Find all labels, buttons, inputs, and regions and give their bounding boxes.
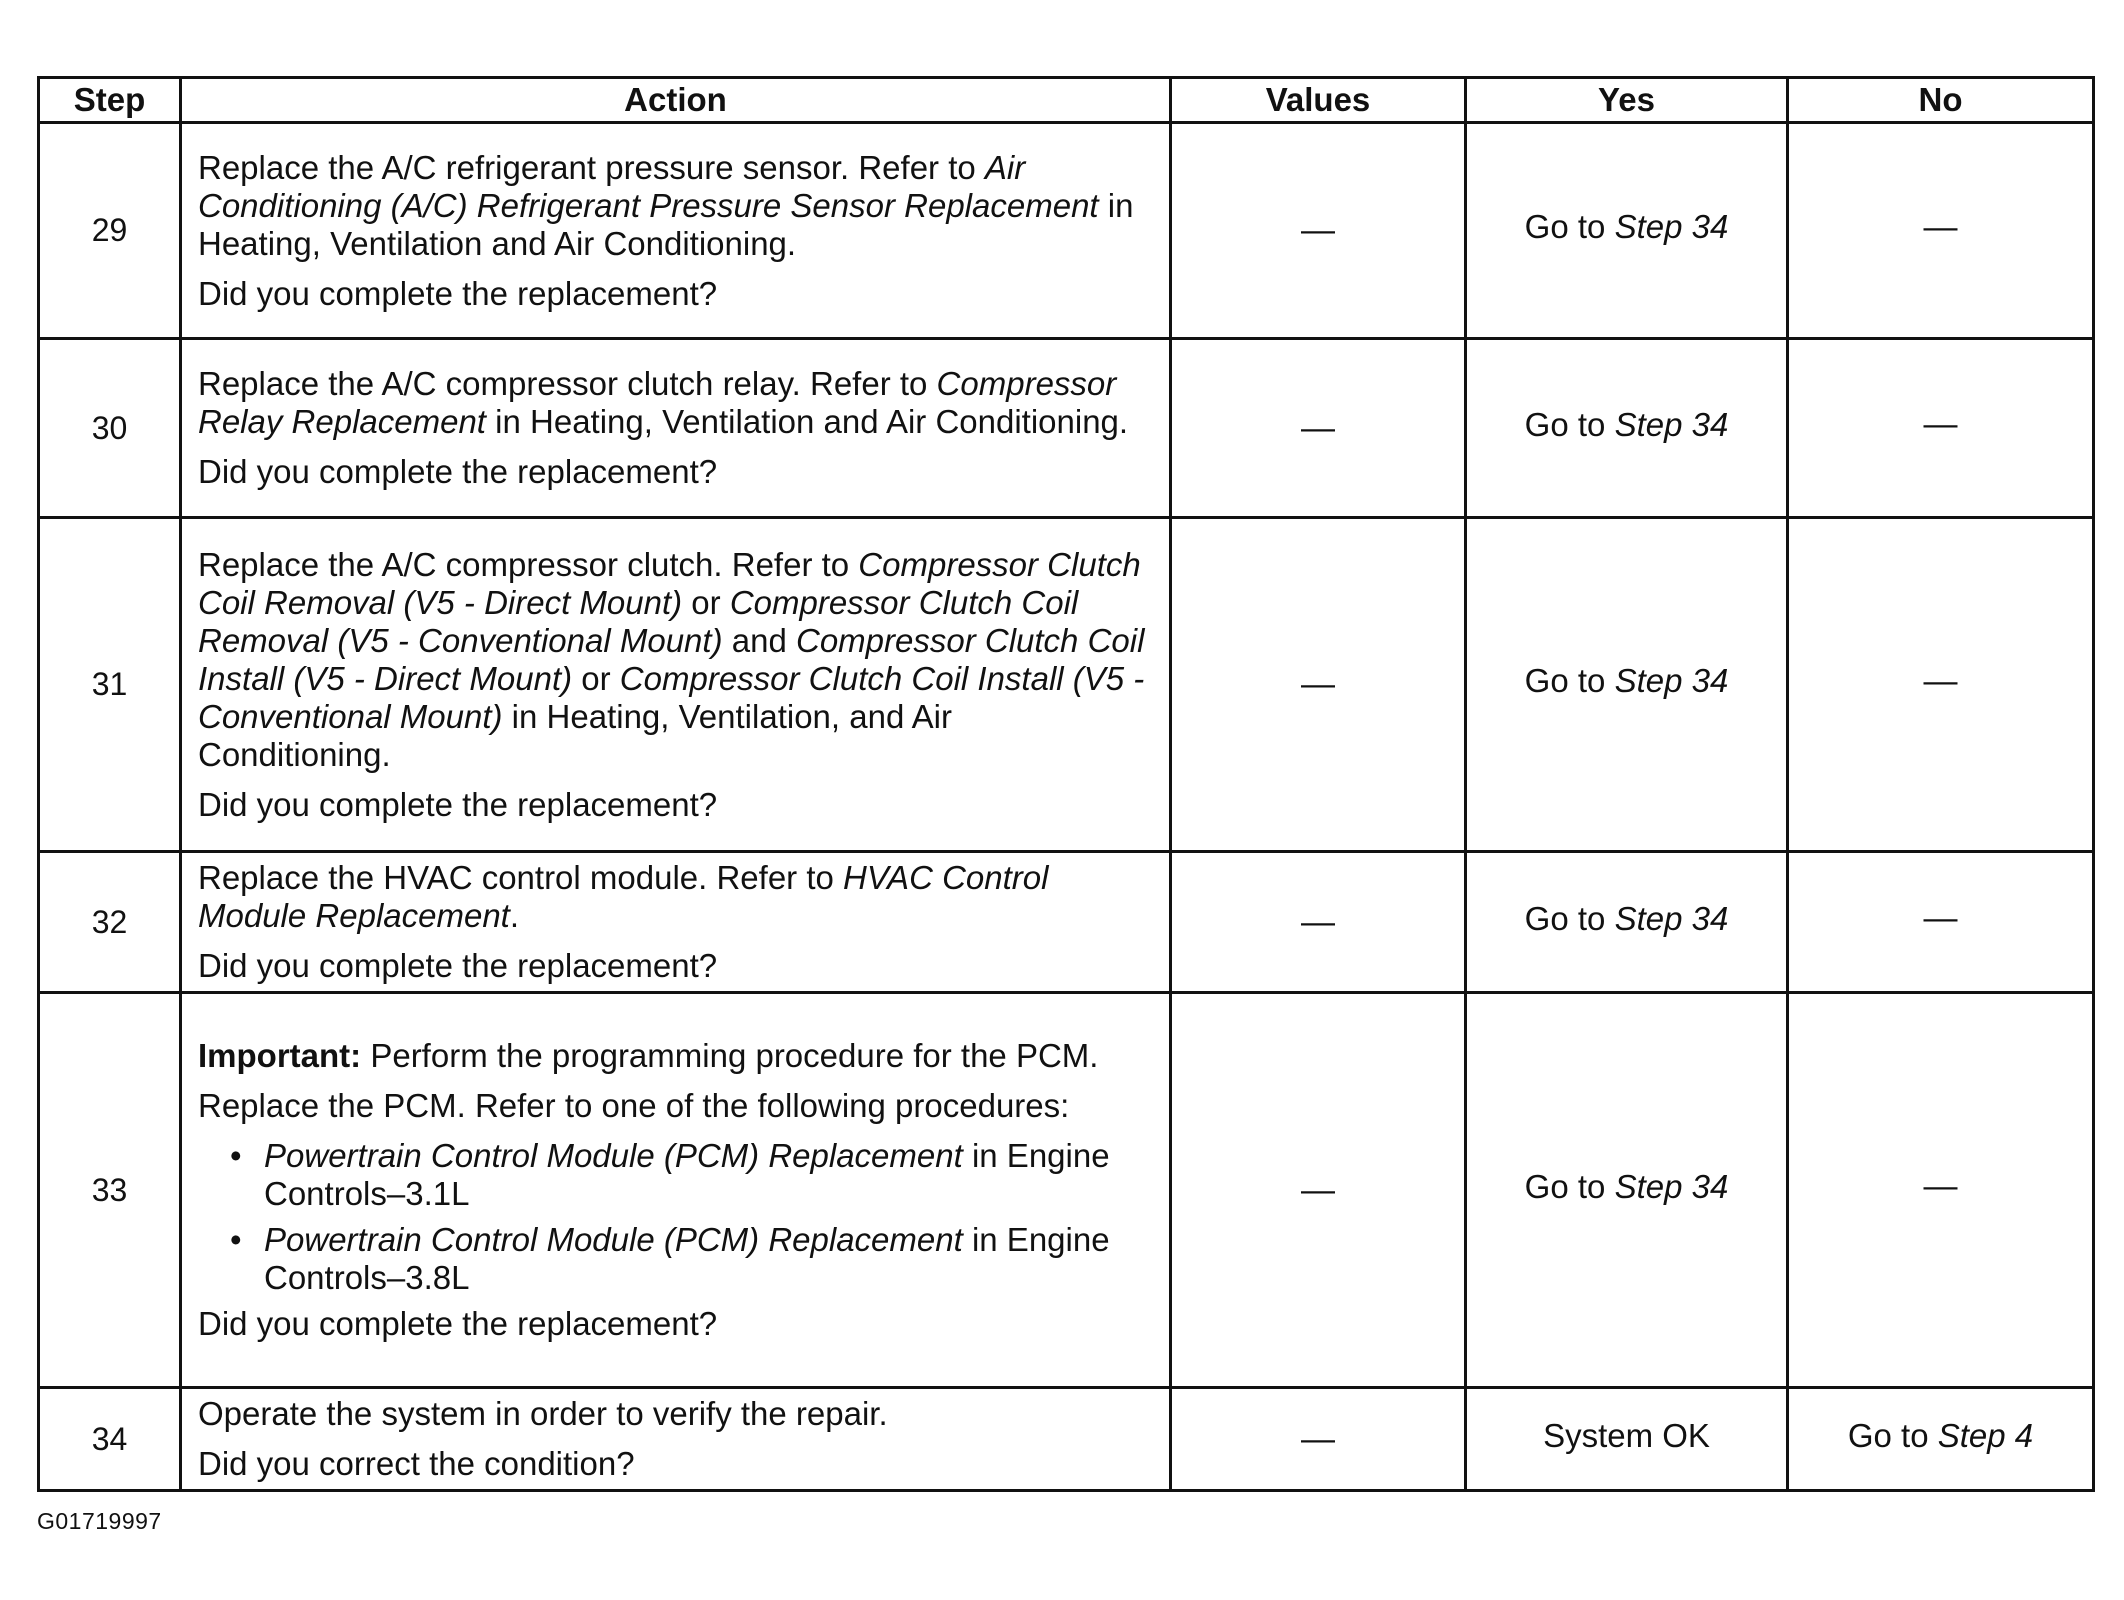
table-row (39, 123, 2094, 339)
yes-step-ref: Step 34 (1614, 1167, 1729, 1205)
action-text: Operate the system in order to verify the repair. (198, 1395, 888, 1432)
action-text-part: in Heating, Ventilation, and Air Conditioning. (198, 697, 952, 773)
no-cell: — (1788, 339, 2094, 518)
step-number: 33 (39, 993, 181, 1388)
table-row (39, 339, 2094, 518)
step-number: 31 (39, 518, 181, 852)
reference-link-text: HVAC Control Module Replacement (198, 859, 1049, 934)
step-number: 30 (39, 339, 181, 518)
reference-link-text: Powertrain Control Module (PCM) Replacement (264, 1137, 963, 1174)
step-number: 32 (39, 852, 181, 993)
yes-cell (1466, 993, 1788, 1388)
yes-cell (1466, 852, 1788, 993)
no-prefix: Go to (1847, 1416, 1938, 1454)
action-text-part: Replace the A/C refrigerant pressure sensor. Refer to (198, 148, 985, 186)
diagnostic-table (37, 76, 2095, 1492)
action-question: Did you complete the replacement? (198, 785, 718, 823)
action-cell (181, 518, 1171, 852)
action-text (198, 546, 1153, 774)
action-cell (181, 339, 1171, 518)
header-no: No (1788, 78, 2094, 123)
header-values: Values (1171, 78, 1466, 123)
yes-step-ref: Step 34 (1614, 899, 1729, 937)
figure-id: G01719997 (37, 1508, 162, 1534)
header-yes: Yes (1466, 78, 1788, 123)
action-question: Did you complete the replacement? (198, 1305, 718, 1342)
action-question: Did you complete the replacement? (198, 453, 718, 490)
yes-cell: System OK (1466, 1388, 1788, 1491)
action-cell (181, 852, 1171, 993)
important-text: Perform the programming procedure for the PCM. (361, 1037, 1099, 1074)
yes-cell (1466, 123, 1788, 339)
action-question: Did you correct the condition? (198, 1445, 635, 1482)
procedure-list (198, 1137, 1153, 1297)
values-cell: — (1171, 852, 1466, 993)
values-cell: — (1171, 1388, 1466, 1491)
diagnostic-table-container (37, 76, 2092, 1492)
no-step-ref: Step 4 (1937, 1416, 2034, 1454)
action-cell (181, 1388, 1171, 1491)
action-text-part: Replace the A/C compressor clutch. Refer to (198, 545, 859, 583)
action-text-part: in Heating, Ventilation and Air Conditioning. (198, 186, 1134, 262)
reference-link-text: Compressor Clutch Coil Install (V5 - Conventional Mount) (198, 659, 1145, 735)
yes-step-ref: Step 34 (1614, 208, 1729, 245)
reference-link-text: Compressor Clutch Coil Removal (V5 - Conventional Mount) (198, 583, 1079, 659)
action-text (198, 149, 1153, 263)
no-cell: — (1788, 852, 2094, 993)
yes-prefix: Go to (1524, 208, 1615, 245)
action-question: Did you complete the replacement? (198, 947, 718, 984)
yes-step-ref: Step 34 (1614, 662, 1729, 699)
action-cell (181, 123, 1171, 339)
important-note (198, 1037, 1153, 1075)
header-step: Step (39, 78, 181, 123)
action-text-part: Replace the A/C compressor clutch relay. Refer to (198, 365, 937, 402)
reference-link-text: Compressor Clutch Coil Install (V5 - Direct Mount) (198, 621, 1145, 697)
table-row (39, 518, 2094, 852)
list-item (264, 1137, 1153, 1213)
yes-prefix: Go to (1524, 405, 1615, 443)
yes-step-ref: Step 34 (1614, 405, 1729, 443)
yes-cell (1466, 518, 1788, 852)
values-cell: — (1171, 518, 1466, 852)
action-text-part: Replace the HVAC control module. Refer to (198, 859, 844, 896)
table-row (39, 993, 2094, 1388)
values-cell: — (1171, 123, 1466, 339)
reference-link-text: Compressor Clutch Coil Removal (V5 - Direct Mount) (198, 545, 1141, 621)
action-text (198, 859, 1153, 935)
header-row (39, 78, 2094, 123)
yes-cell (1466, 339, 1788, 518)
list-item-text: in Engine Controls–3.1L (264, 1137, 1110, 1212)
step-number: 29 (39, 123, 181, 339)
action-cell (181, 993, 1171, 1388)
action-text-part: and (722, 621, 796, 659)
no-cell: — (1788, 993, 2094, 1388)
action-question: Did you complete the replacement? (198, 274, 718, 312)
action-text-part: in Heating, Ventilation and Air Conditioning. (485, 403, 1129, 440)
list-item (264, 1221, 1153, 1297)
values-cell: — (1171, 993, 1466, 1388)
step-number: 34 (39, 1388, 181, 1491)
no-cell: — (1788, 123, 2094, 339)
reference-link-text: Compressor Relay Replacement (198, 365, 1117, 440)
table-row (39, 852, 2094, 993)
yes-prefix: Go to (1524, 662, 1615, 699)
action-text: Replace the PCM. Refer to one of the following procedures: (198, 1087, 1070, 1124)
yes-prefix: Go to (1524, 1167, 1615, 1205)
list-item-text: in Engine Controls–3.8L (264, 1221, 1110, 1296)
reference-link-text: Air Conditioning (A/C) Refrigerant Pressure Sensor Replacement (198, 148, 1099, 224)
values-cell: — (1171, 339, 1466, 518)
yes-prefix: Go to (1524, 899, 1615, 937)
table-row (39, 1388, 2094, 1491)
header-action: Action (181, 78, 1171, 123)
important-label: Important: (198, 1037, 362, 1074)
no-cell: — (1788, 518, 2094, 852)
no-cell (1788, 1388, 2094, 1491)
action-text-part: . (509, 897, 520, 934)
action-text-part: or (682, 583, 730, 621)
action-text (198, 365, 1153, 441)
reference-link-text: Powertrain Control Module (PCM) Replacement (264, 1221, 963, 1258)
action-text-part: or (572, 659, 620, 697)
